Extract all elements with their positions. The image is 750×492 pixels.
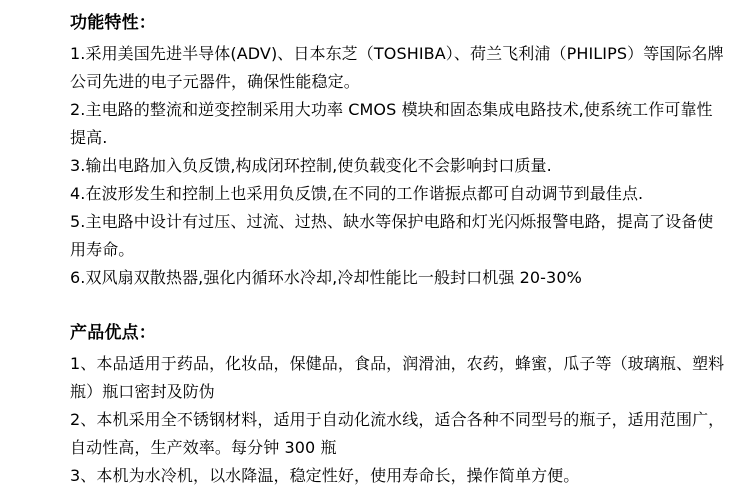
section-features bbox=[70, 8, 726, 292]
feature-item-6: 6.双风扇双散热器,强化内循环水冷却,冷却性能比一般封口机强 20-30% bbox=[70, 268, 582, 287]
section-heading-features: 功能特性： bbox=[70, 13, 156, 33]
feature-item-2: 2.主电路的整流和逆变控制采用大功率 CMOS 模块和固态集成电路技术,使系统工作可靠性提高. bbox=[70, 100, 713, 147]
advantage-item-1: 1、本品适用于药品，化妆品，保健品，食品，润滑油，农药，蜂蜜，瓜子等（玻璃瓶、塑料瓶）瓶口密封及防伪 bbox=[70, 354, 725, 401]
feature-item-5: 5.主电路中设计有过压、过流、过热、缺水等保护电路和灯光闪烁报警电路，提高了设备使用寿命。 bbox=[70, 212, 714, 259]
advantage-item-2: 2、本机采用全不锈钢材料，适用于自动化流水线，适合各种不同型号的瓶子，适用范围广，自动性高，生产效率。每分钟 300 瓶 bbox=[70, 410, 725, 457]
feature-item-3: 3.输出电路加入负反馈,构成闭环控制,使负载变化不会影响封口质量. bbox=[70, 156, 552, 175]
section-advantages bbox=[70, 318, 726, 490]
section-spacer bbox=[70, 292, 726, 318]
feature-item-1: 1.采用美国先进半导体(ADV)、日本东芝（TOSHIBA）、荷兰飞利浦（PHILIPS）等国际名牌公司先进的电子元器件，确保性能稳定。 bbox=[70, 44, 724, 91]
feature-item-4: 4.在波形发生和控制上也采用负反馈,在不同的工作谐振点都可自动调节到最佳点. bbox=[70, 184, 644, 203]
advantage-item-3: 3、本机为水冷机，以水降温，稳定性好，使用寿命长，操作简单方便。 bbox=[70, 466, 580, 485]
section-heading-advantages: 产品优点： bbox=[70, 323, 156, 343]
